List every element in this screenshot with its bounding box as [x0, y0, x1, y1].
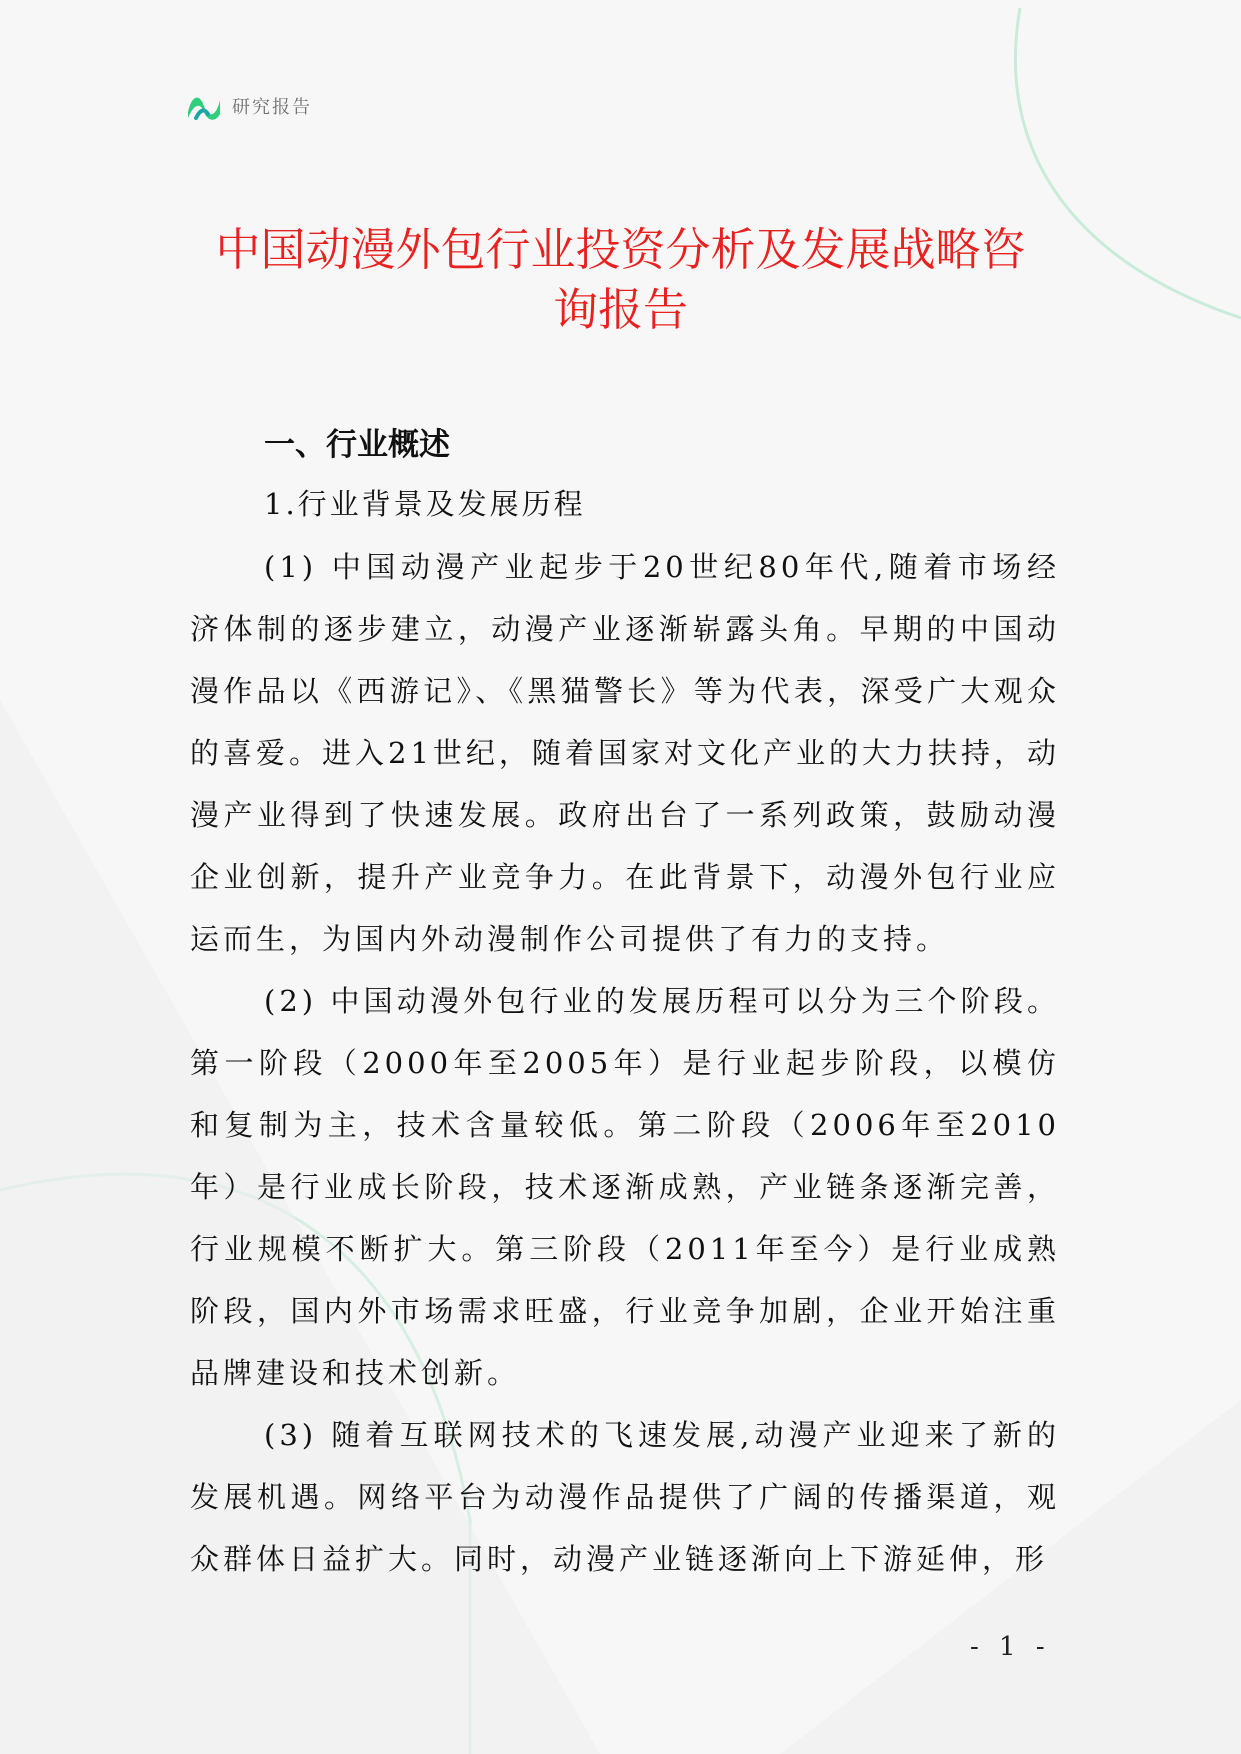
body-text [190, 536, 1060, 1590]
title-line-1: 中国动漫外包行业投资分析及发展战略咨 [215, 223, 1026, 276]
subheading: 1.行业背景及发展历程 [264, 487, 586, 521]
section-heading: 一、行业概述 [264, 427, 450, 463]
company-logo-icon [186, 88, 222, 124]
page-number: - 1 - [970, 1632, 1051, 1662]
title-line-2: 询报告 [552, 283, 688, 336]
paragraph-2: (2) 中国动漫外包行业的发展历程可以分为三个阶段。第一阶段（2000年至2005年）是行业起步阶段，以模仿和复制为主，技术含量较低。第二阶段（2006年至2010年）是行业成长阶段，技术逐渐成熟，产业链条逐渐完善，行业规模不断扩大。第三阶段（2011年至今）是行业成熟阶段，国内外市场需求旺盛，行业竞争加剧，企业开始注重品牌建设和技术创新。 [190, 984, 1060, 1390]
paragraph-1: (1) 中国动漫产业起步于20世纪80年代,随着市场经济体制的逐步建立，动漫产业逐渐崭露头角。早期的中国动漫作品以《西游记》、《黑猫警长》等为代表，深受广大观众的喜爱。进入21世纪，随着国家对文化产业的大力扶持，动漫产业得到了快速发展。政府出台了一系列政策，鼓励动漫企业创新，提升产业竞争力。在此背景下，动漫外包行业应运而生，为国内外动漫制作公司提供了有力的支持。 [190, 550, 1060, 956]
paragraph-3: (3) 随着互联网技术的飞速发展,动漫产业迎来了新的发展机遇。网络平台为动漫作品提供了广阔的传播渠道，观众群体日益扩大。同时，动漫产业链逐渐向上下游延伸，形 [190, 1418, 1060, 1576]
document-title [150, 220, 1091, 340]
header-label: 研究报告 [232, 97, 312, 118]
